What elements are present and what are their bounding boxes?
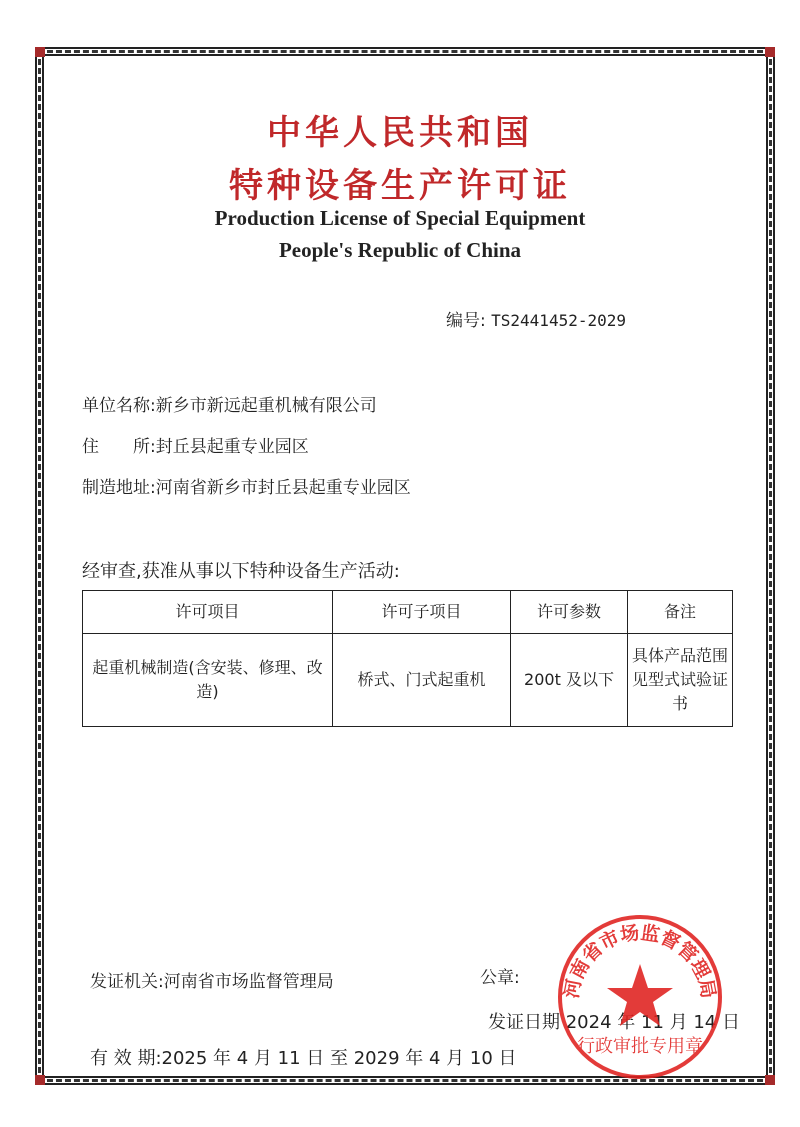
- field-company: 单位名称:新乡市新远起重机械有限公司: [82, 396, 377, 416]
- corner-ornament: [765, 1075, 775, 1085]
- number-value: TS2441452-2029: [491, 311, 626, 330]
- license-number: [446, 306, 626, 331]
- intro-text: 经审查,获准从事以下特种设备生产活动:: [82, 561, 400, 582]
- seal-top-text: 河南省市场监督管理局: [560, 921, 720, 1001]
- table-row: 起重机械制造(含安装、修理、改造) 桥式、门式起重机 200t 及以下 具体产品范围见型式试验证书: [83, 634, 733, 727]
- corner-ornament: [35, 47, 45, 57]
- title-cn-2: 特种设备生产许可证: [229, 166, 571, 206]
- field-address: 住 所:封丘县起重专业园区: [82, 437, 309, 457]
- official-seal-icon: [555, 912, 725, 1082]
- number-label: 编号:: [446, 311, 486, 331]
- issue-date: 发证日期 2024 年 11 月 14 日: [488, 1012, 740, 1033]
- issuer: 发证机关:河南省市场监督管理局: [90, 972, 334, 992]
- title-en-2: People's Republic of China: [278, 238, 522, 262]
- seal-bottom-text: 行政审批专用章: [577, 1036, 703, 1057]
- validity: 有 效 期:2025 年 4 月 11 日 至 2029 年 4 月 10 日: [90, 1048, 517, 1069]
- corner-ornament: [765, 47, 775, 57]
- corner-ornament: [35, 1075, 45, 1085]
- permit-table: [82, 590, 733, 727]
- title-en-1: Production License of Special Equipment: [214, 206, 586, 230]
- field-manufacturing-address: 制造地址:河南省新乡市封丘县起重专业园区: [82, 478, 411, 498]
- seal-label: 公章:: [480, 968, 520, 988]
- table-header-row: 许可项目 许可子项目 许可参数 备注: [83, 591, 733, 634]
- title-cn-1: 中华人民共和国: [267, 113, 533, 153]
